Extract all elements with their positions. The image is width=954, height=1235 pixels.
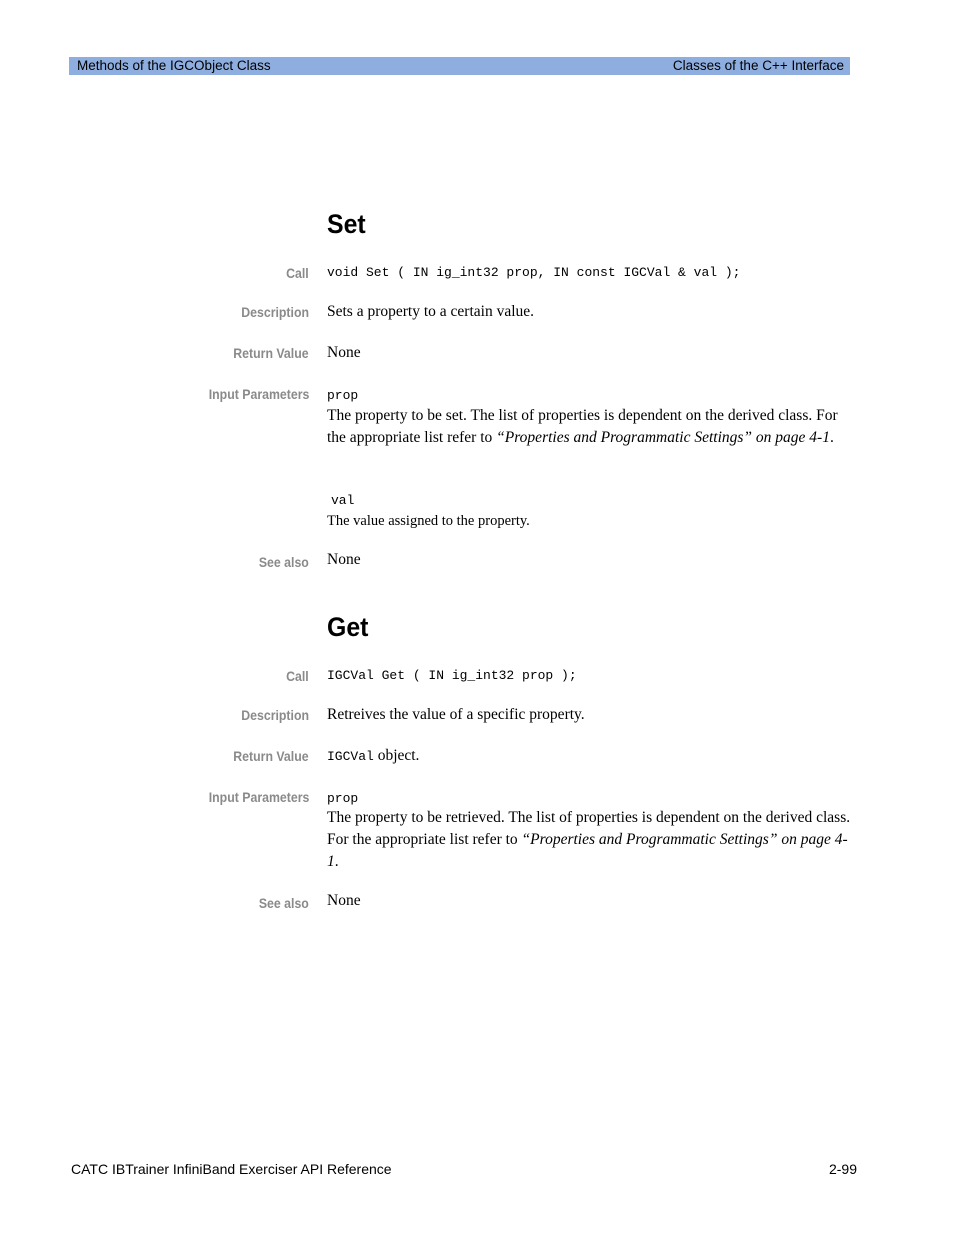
set-description-text: Sets a property to a certain value. (327, 303, 535, 320)
get-description-text: Retreives the value of a specific property. (327, 706, 585, 723)
get-param-prop-desc: The property to be retrieved. The list of properties is dependent on the derived class. For the appropriate list refer to “Properties and Programmatic Settings” on page 4-1. (327, 809, 851, 870)
get-see-also-text: None (327, 892, 361, 909)
set-call-signature: void Set ( IN ig_int32 prop, IN const IGCVal & val ); (327, 265, 741, 280)
set-description-label: Description (241, 304, 309, 320)
set-param-prop-name: prop (327, 388, 359, 403)
footer-page-number: 2-99 (828, 1161, 857, 1177)
header-chapter-title: Classes of the C++ Interface (672, 58, 844, 73)
set-see-also-text: None (327, 551, 361, 568)
get-return-text: IGCVal object. (327, 747, 420, 764)
set-heading: Set (327, 209, 366, 239)
get-heading: Get (327, 612, 369, 642)
get-return-label: Return Value (233, 748, 309, 764)
get-param-prop-xref[interactable]: “Properties and Programmatic Settings” on page 4-1 (327, 831, 848, 870)
set-see-also-label: See also (258, 554, 309, 570)
get-description-label: Description (241, 707, 309, 723)
get-see-also-label: See also (258, 895, 309, 911)
set-param-val-name: val (331, 493, 355, 508)
set-call-label: Call (286, 265, 309, 281)
get-param-prop-name: prop (327, 791, 359, 806)
set-param-val-desc: The value assigned to the property. (327, 513, 530, 529)
set-return-text: None (327, 344, 361, 361)
set-input-params-label: Input Parameters (208, 386, 309, 402)
footer-document-title: CATC IBTrainer InfiniBand Exerciser API Reference (71, 1161, 392, 1177)
running-header (69, 57, 850, 75)
set-return-label: Return Value (233, 345, 309, 361)
get-call-signature: IGCVal Get ( IN ig_int32 prop ); (327, 668, 577, 683)
set-param-prop-desc: The property to be set. The list of properties is dependent on the derived class. For the appropriate list refer to “Properties and Programmatic Settings” on page 4-1. (327, 407, 838, 446)
get-input-params-label: Input Parameters (208, 789, 309, 805)
header-section-title: Methods of the IGCObject Class (77, 58, 271, 73)
get-call-label: Call (286, 668, 309, 684)
set-param-prop-xref[interactable]: “Properties and Programmatic Settings” on page 4-1 (496, 429, 830, 446)
